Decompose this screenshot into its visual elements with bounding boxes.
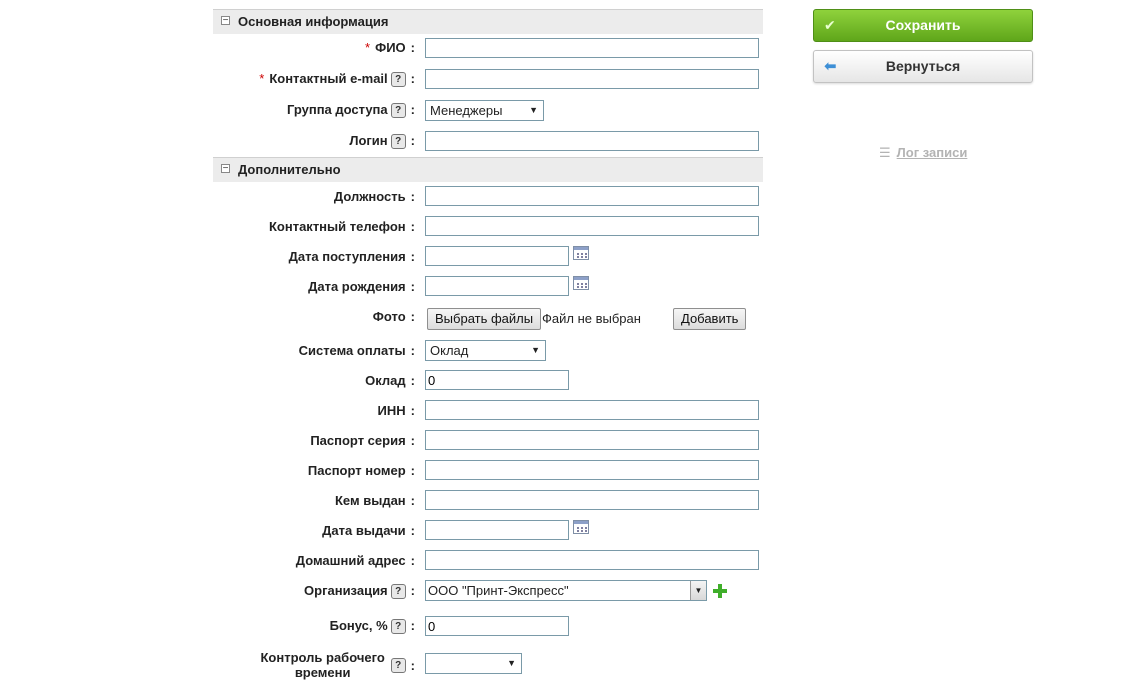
- chevron-down-icon: ▼: [531, 345, 540, 355]
- home-address-label: Домашний адрес :: [295, 553, 415, 568]
- photo-label: Фото :: [372, 309, 415, 324]
- inn-input[interactable]: [425, 400, 759, 420]
- help-icon[interactable]: ?: [391, 619, 406, 634]
- chevron-down-icon: ▼: [529, 105, 538, 115]
- passport-series-input[interactable]: [425, 430, 759, 450]
- fio-input[interactable]: [425, 38, 759, 58]
- position-label: Должность :: [333, 189, 415, 204]
- home-address-input[interactable]: [425, 550, 759, 570]
- access-group-select[interactable]: [425, 100, 544, 121]
- organization-value: ООО "Принт-Экспресс": [428, 583, 569, 598]
- arrow-left-icon: ⬅: [824, 58, 837, 75]
- time-control-label: Контроль рабочего времени ? :: [260, 650, 415, 680]
- choose-files-button[interactable]: Выбрать файлы: [427, 308, 541, 330]
- login-label: Логин ? :: [349, 133, 415, 148]
- help-icon[interactable]: ?: [391, 584, 406, 599]
- payment-system-value: Оклад: [430, 343, 469, 358]
- phone-label: Контактный телефон :: [268, 219, 415, 234]
- section-extra-header: [213, 157, 763, 182]
- section-main-title: Основная информация: [238, 14, 389, 29]
- passport-number-label: Паспорт номер :: [307, 463, 415, 478]
- save-button[interactable]: ✔ Сохранить: [813, 9, 1033, 42]
- passport-series-label: Паспорт серия :: [310, 433, 415, 448]
- collapse-toggle-icon[interactable]: −: [222, 163, 229, 174]
- calendar-icon[interactable]: [573, 520, 589, 534]
- list-icon: ☰: [879, 145, 891, 160]
- organization-select[interactable]: [425, 580, 707, 601]
- access-group-label: Группа доступа ? :: [286, 102, 415, 117]
- hire-date-input[interactable]: [425, 246, 569, 266]
- add-organization-plus-icon[interactable]: [712, 583, 728, 599]
- login-input[interactable]: [425, 131, 759, 151]
- birth-date-input[interactable]: [425, 276, 569, 296]
- payment-system-label: Система оплаты :: [298, 343, 415, 358]
- hire-date-label: Дата поступления :: [288, 249, 415, 264]
- check-icon: ✔: [824, 17, 836, 33]
- help-icon[interactable]: ?: [391, 658, 406, 673]
- issued-by-input[interactable]: [425, 490, 759, 510]
- log-link[interactable]: ☰ Лог записи: [879, 145, 968, 160]
- help-icon[interactable]: ?: [391, 72, 406, 87]
- chevron-down-icon: ▼: [690, 581, 706, 600]
- collapse-toggle-icon[interactable]: −: [222, 15, 229, 26]
- section-main-header: [213, 9, 763, 34]
- required-mark: *: [259, 71, 265, 86]
- section-extra-title: Дополнительно: [238, 162, 341, 177]
- payment-system-select[interactable]: [425, 340, 546, 361]
- fio-label: * ФИО :: [365, 40, 415, 55]
- issue-date-input[interactable]: [425, 520, 569, 540]
- help-icon[interactable]: ?: [391, 134, 406, 149]
- email-input[interactable]: [425, 69, 759, 89]
- phone-input[interactable]: [425, 216, 759, 236]
- birth-date-label: Дата рождения :: [308, 279, 415, 294]
- issue-date-label: Дата выдачи :: [322, 523, 415, 538]
- add-photo-button[interactable]: Добавить: [673, 308, 746, 330]
- back-button[interactable]: ⬅ Вернуться: [813, 50, 1033, 83]
- bonus-label: Бонус, % ? :: [329, 618, 415, 633]
- inn-label: ИНН :: [377, 403, 415, 418]
- salary-input[interactable]: [425, 370, 569, 390]
- time-control-select[interactable]: [425, 653, 522, 674]
- help-icon[interactable]: ?: [391, 103, 406, 118]
- calendar-icon[interactable]: [573, 246, 589, 260]
- required-mark: *: [365, 40, 371, 55]
- organization-label: Организация ? :: [304, 583, 415, 598]
- salary-label: Оклад :: [365, 373, 415, 388]
- email-label: * Контактный e-mail ? :: [259, 71, 415, 86]
- passport-number-input[interactable]: [425, 460, 759, 480]
- bonus-input[interactable]: [425, 616, 569, 636]
- position-input[interactable]: [425, 186, 759, 206]
- calendar-icon[interactable]: [573, 276, 589, 290]
- file-status-text: Файл не выбран: [542, 311, 641, 326]
- issued-by-label: Кем выдан :: [335, 493, 415, 508]
- chevron-down-icon: ▼: [507, 658, 516, 668]
- access-group-value: Менеджеры: [430, 103, 503, 118]
